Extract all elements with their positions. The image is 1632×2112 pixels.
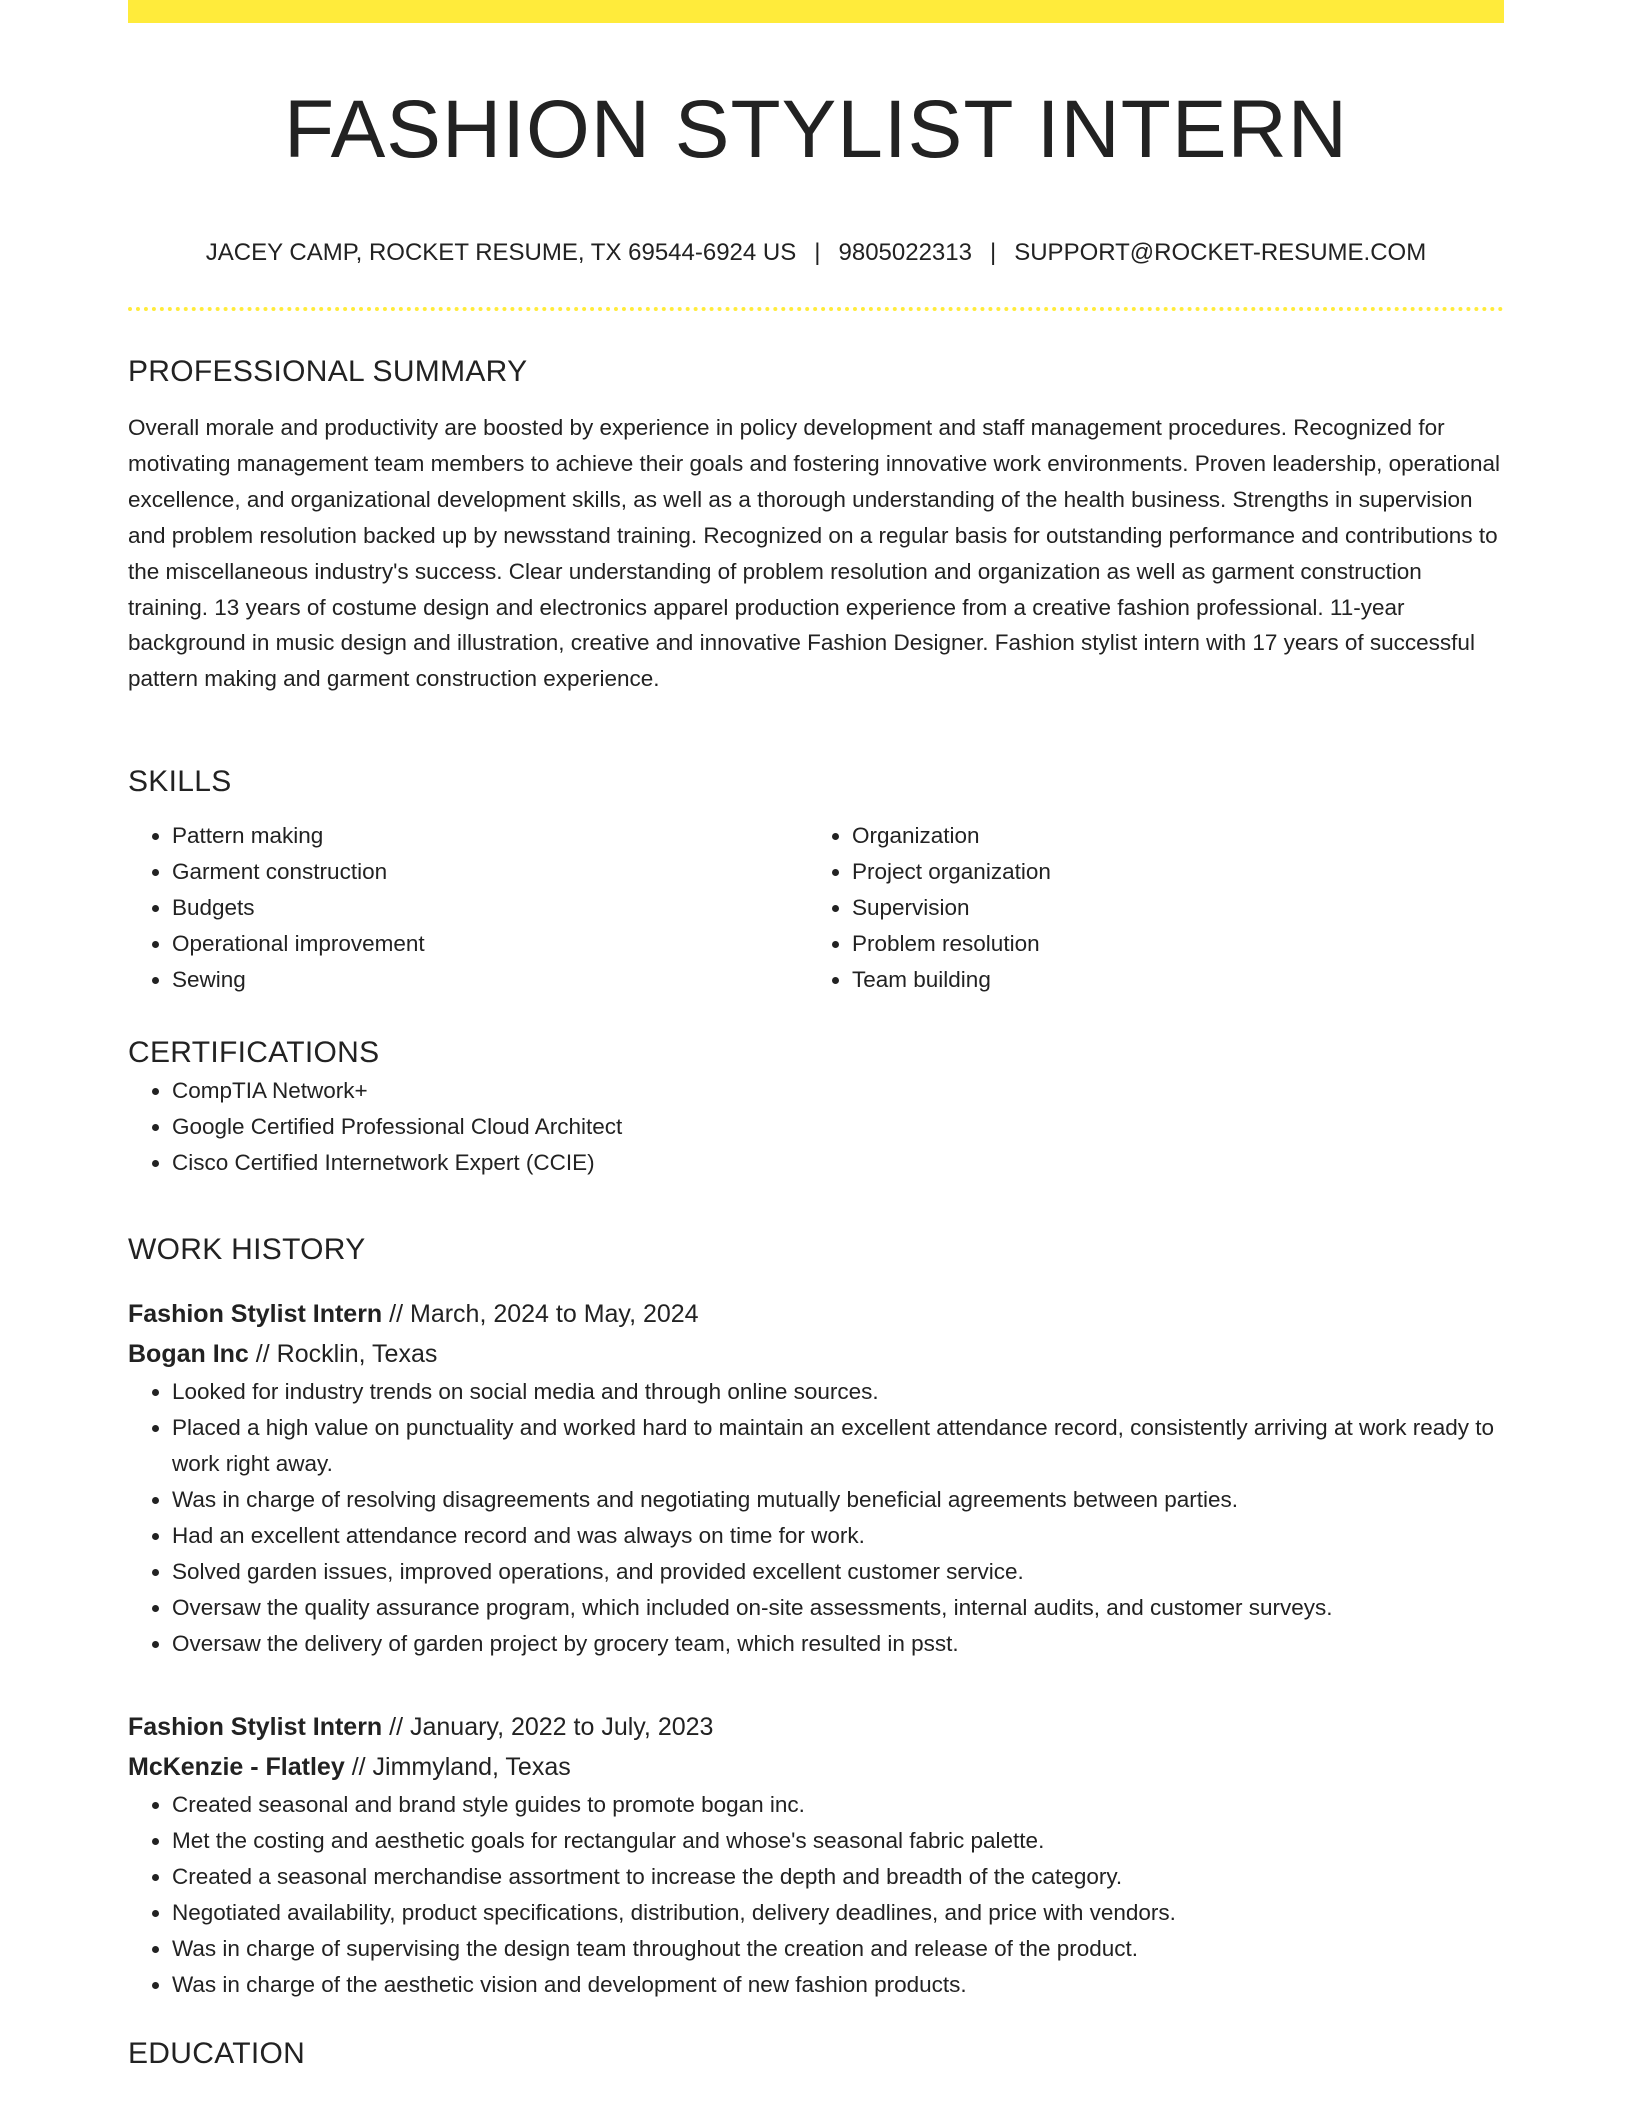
skills-right-column [808,818,1488,998]
job-bullet: • Met the costing and aesthetic goals for rectangular and whose's seasonal fabric palette. [172,1823,1504,1859]
contact-address: JACEY CAMP, ROCKET RESUME, TX 69544-6924 US [205,239,797,266]
job-role: Fashion Stylist Intern [128,1300,383,1328]
accent-top-bar [128,0,1504,23]
skill-item: • Organization [852,818,1488,854]
job-bullet: • Looked for industry trends on social media and through online sources. [172,1374,1504,1410]
education-heading: EDUCATION [128,2037,306,2070]
job-bullet: • Was in charge of supervising the design team throughout the creation and release of the product. [172,1931,1504,1967]
contact-line [128,236,1504,270]
summary-text: Overall morale and productivity are boosted by experience in policy development and staff management procedures. Recognized for motivating management team members to achieve their goals and fostering innovative work environments. Proven leadership, operational excellence, and organizational development skills, as well as a thorough understanding of the health business. Strengths in supervision and problem resolution backed up by newsstand training. Recognized on a regular basis for outstanding performance and contributions to the miscellaneous industry's success. Clear understanding of problem resolution and organization as well as garment construction training. 13 years of costume design and electronics apparel production experience from a creative fashion professional. 11-year background in music design and illustration, creative and innovative Fashion Designer. Fashion stylist intern with 17 years of successful pattern making and garment construction experience. [128,415,1500,692]
job-bullet: • Was in charge of the aesthetic vision and development of new fashion products. [172,1967,1504,2003]
education-section [128,2034,1504,2074]
skill-item: • Garment construction [172,854,808,890]
skill-item: • Operational improvement [172,926,808,962]
job-bullet: • Placed a high value on punctuality and worked hard to maintain an excellent attendance record, consistently arriving at work ready to work right away. [172,1410,1504,1482]
job-bullet: • Oversaw the quality assurance program, which included on-site assessments, internal audits, and customer surveys. [172,1590,1504,1626]
job-company-line [128,1747,1504,1787]
certifications-heading: CERTIFICATIONS [128,1036,380,1069]
work-history-heading: WORK HISTORY [128,1233,366,1266]
skill-item: • Problem resolution [852,926,1488,962]
work-history-section [128,1230,1504,1270]
job-bullet: • Created seasonal and brand style guides to promote bogan inc. [172,1787,1504,1823]
job-company: Bogan Inc [128,1340,249,1368]
job-company: McKenzie - Flatley [128,1753,345,1781]
job-dates: // March, 2024 to May, 2024 [389,1300,699,1328]
job-title-line [128,1707,1504,1747]
job-location: // Jimmyland, Texas [351,1753,571,1781]
skills-columns [128,818,1504,998]
certification-item: • Google Certified Professional Cloud Architect [172,1109,1504,1145]
skill-item: • Project organization [852,854,1488,890]
job-entry [128,1294,1504,1662]
certification-item: • CompTIA Network+ [172,1073,1504,1109]
skills-section [128,762,1504,998]
job-bullet: • Had an excellent attendance record and was always on time for work. [172,1518,1504,1554]
resume-title: FASHION STYLIST INTERN [284,84,1348,175]
contact-separator: | [814,239,821,266]
job-location: // Rocklin, Texas [255,1340,438,1368]
job-company-line [128,1334,1504,1374]
contact-separator: | [989,239,997,266]
skills-heading: SKILLS [128,765,232,798]
skill-item: • Pattern making [172,818,808,854]
summary-section [128,352,1504,697]
job-bullet: • Was in charge of resolving disagreements and negotiating mutually beneficial agreements between parties. [172,1482,1504,1518]
job-bullets [128,1787,1504,2003]
certifications-list [128,1073,1504,1181]
skill-item: • Team building [852,962,1488,998]
job-title-line [128,1294,1504,1334]
dotted-divider [128,307,1504,311]
summary-heading: PROFESSIONAL SUMMARY [128,355,528,388]
certifications-section [128,1033,1504,1181]
certification-item: • Cisco Certified Internetwork Expert (CCIE) [172,1145,1504,1181]
contact-phone: 9805022313 [838,239,972,266]
skill-item: • Sewing [172,962,808,998]
job-bullet: • Created a seasonal merchandise assortment to increase the depth and breadth of the category. [172,1859,1504,1895]
skills-left-column [128,818,808,998]
job-role: Fashion Stylist Intern [128,1713,383,1741]
job-dates: // January, 2022 to July, 2023 [389,1713,714,1741]
job-bullet: • Oversaw the delivery of garden project by grocery team, which resulted in psst. [172,1626,1504,1662]
skill-item: • Budgets [172,890,808,926]
job-bullet: • Negotiated availability, product specifications, distribution, delivery deadlines, and price with vendors. [172,1895,1504,1931]
contact-email: SUPPORT@ROCKET-RESUME.COM [1014,239,1427,266]
skill-item: • Supervision [852,890,1488,926]
job-entry [128,1707,1504,2003]
job-bullets [128,1374,1504,1662]
job-bullet: • Solved garden issues, improved operations, and provided excellent customer service. [172,1554,1504,1590]
